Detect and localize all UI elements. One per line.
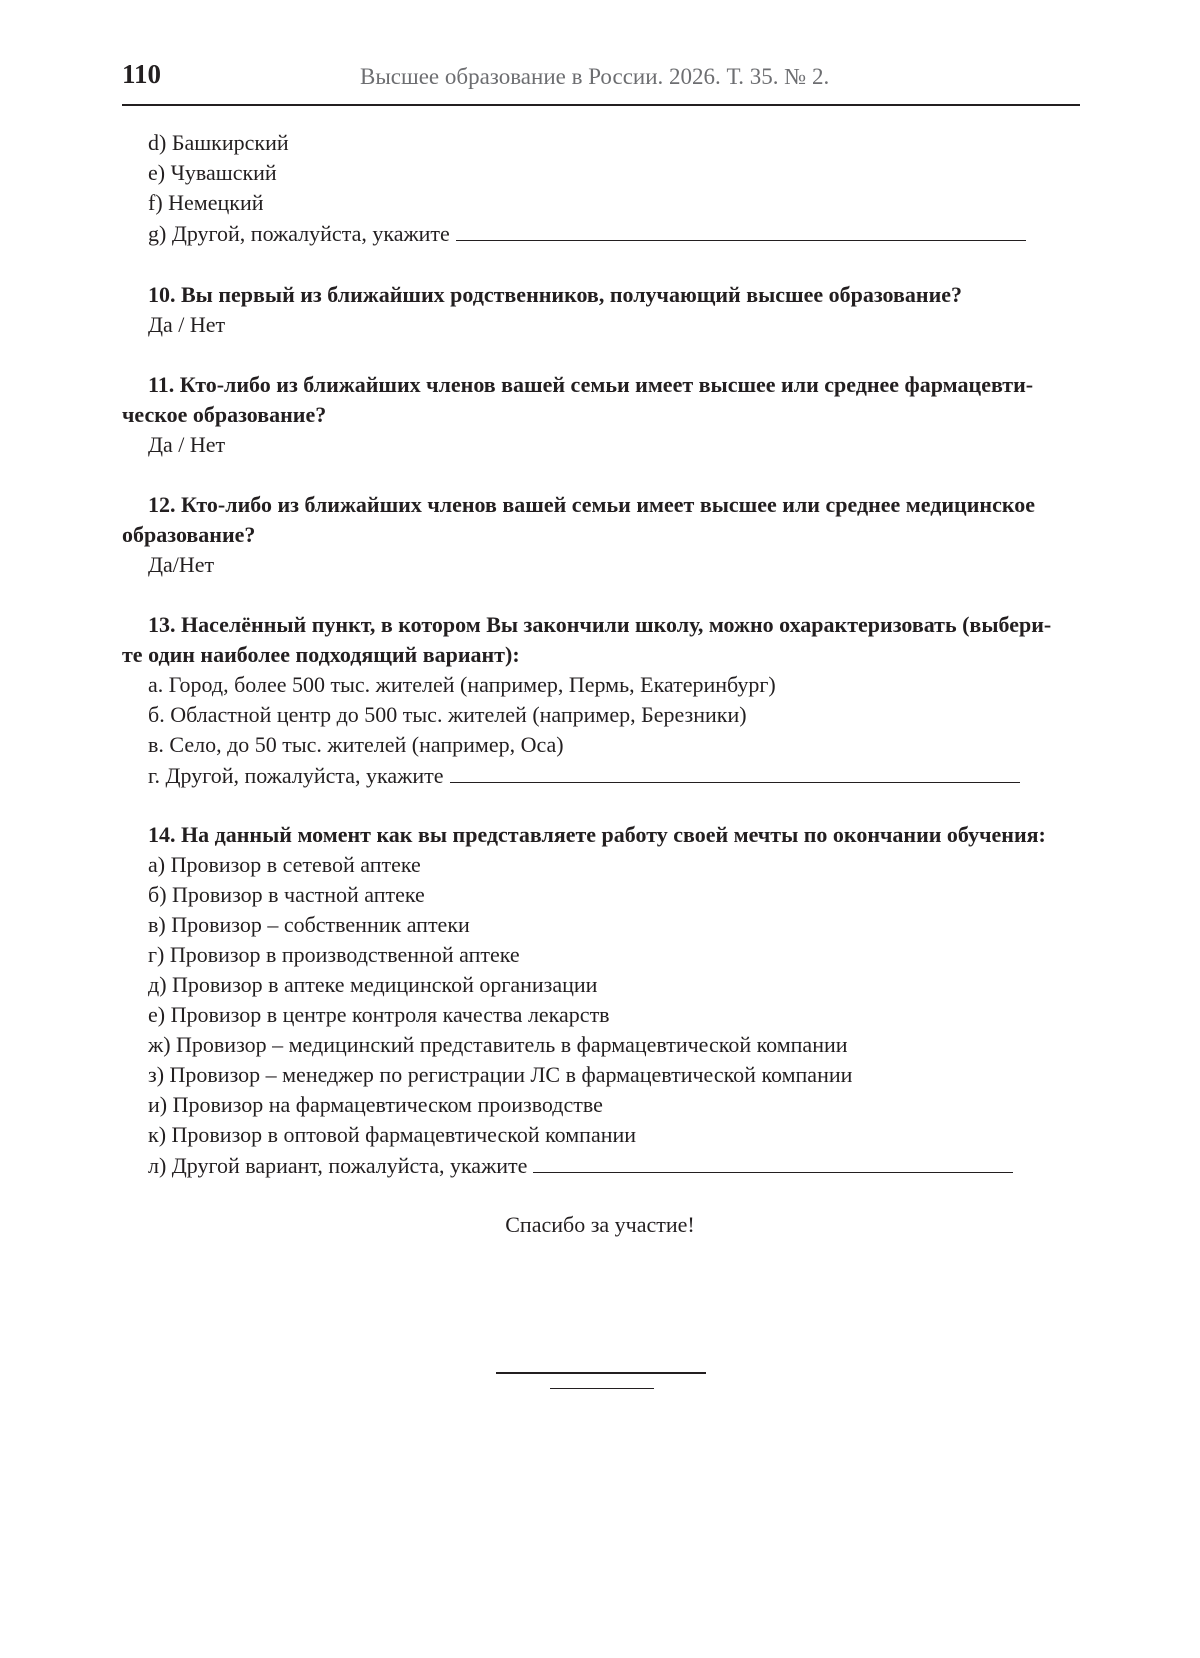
fill-in-blank [450,760,1020,783]
question-11-line1: 11. Кто-либо из ближайших членов вашей семьи имеет высшее или среднее фармацевти- [148,372,1034,397]
question-14-option-c: в) Провизор – собственник аптеки [148,912,470,937]
end-rule-short [550,1388,654,1389]
question-14-option-b: б) Провизор в частной аптеке [148,882,425,907]
closing-thanks: Спасибо за участие! [505,1212,695,1237]
question-14-option-f: е) Провизор в центре контроля качества лекарств [148,1002,610,1027]
question-13-option-a: а. Город, более 500 тыс. жителей (например, Пермь, Екатеринбург) [148,672,776,697]
question-10: 10. Вы первый из ближайших родственников, получающий высшее образование? [148,282,963,307]
question-14-option-k: л) Другой вариант, пожалуйста, укажите [148,1150,1013,1181]
fill-in-blank [456,218,1026,241]
option-f: f) Немецкий [148,190,264,215]
question-14-option-g: ж) Провизор – медицинский представитель в фармацевтической компании [148,1032,848,1057]
question-13-line1: 13. Населённый пункт, в котором Вы закончили школу, можно охарактеризовать (выбери- [148,612,1052,637]
question-13-option-d: г. Другой, пожалуйста, укажите [148,760,1020,791]
question-11-answer: Да / Нет [148,432,226,457]
question-11-line2: ческое образование? [122,402,327,427]
end-rule-long [496,1372,706,1374]
question-10-answer: Да / Нет [148,312,226,337]
question-14-option-e: д) Провизор в аптеке медицинской организации [148,972,598,997]
question-13-option-c: в. Село, до 50 тыс. жителей (например, Оса) [148,732,564,757]
question-12-line2: образование? [122,522,256,547]
question-12-line1: 12. Кто-либо из ближайших членов вашей семьи имеет высшее или среднее медицинское [148,492,1035,517]
question-14-option-j: к) Провизор в оптовой фармацевтической компании [148,1122,637,1147]
question-14-option-h: з) Провизор – менеджер по регистрации ЛС в фармацевтической компании [148,1062,853,1087]
question-14: 14. На данный момент как вы представляете работу своей мечты по окончании обучения: [148,822,1046,847]
question-14-option-a: а) Провизор в сетевой аптеке [148,852,421,877]
running-header: Высшее образование в России. 2026. Т. 35. № 2. [360,64,830,89]
fill-in-blank [533,1150,1013,1173]
question-14-option-i: и) Провизор на фармацевтическом производстве [148,1092,603,1117]
question-13-option-b: б. Областной центр до 500 тыс. жителей (например, Березники) [148,702,747,727]
page-number: 110 [122,59,162,89]
question-12-answer: Да/Нет [148,552,215,577]
question-14-option-d: г) Провизор в производственной аптеке [148,942,520,967]
option-d: d) Башкирский [148,130,289,155]
header-divider [122,104,1080,106]
question-13-line2: те один наиболее подходящий вариант): [122,642,520,667]
option-e: e) Чувашский [148,160,277,185]
option-g: g) Другой, пожалуйста, укажите [148,218,1026,249]
